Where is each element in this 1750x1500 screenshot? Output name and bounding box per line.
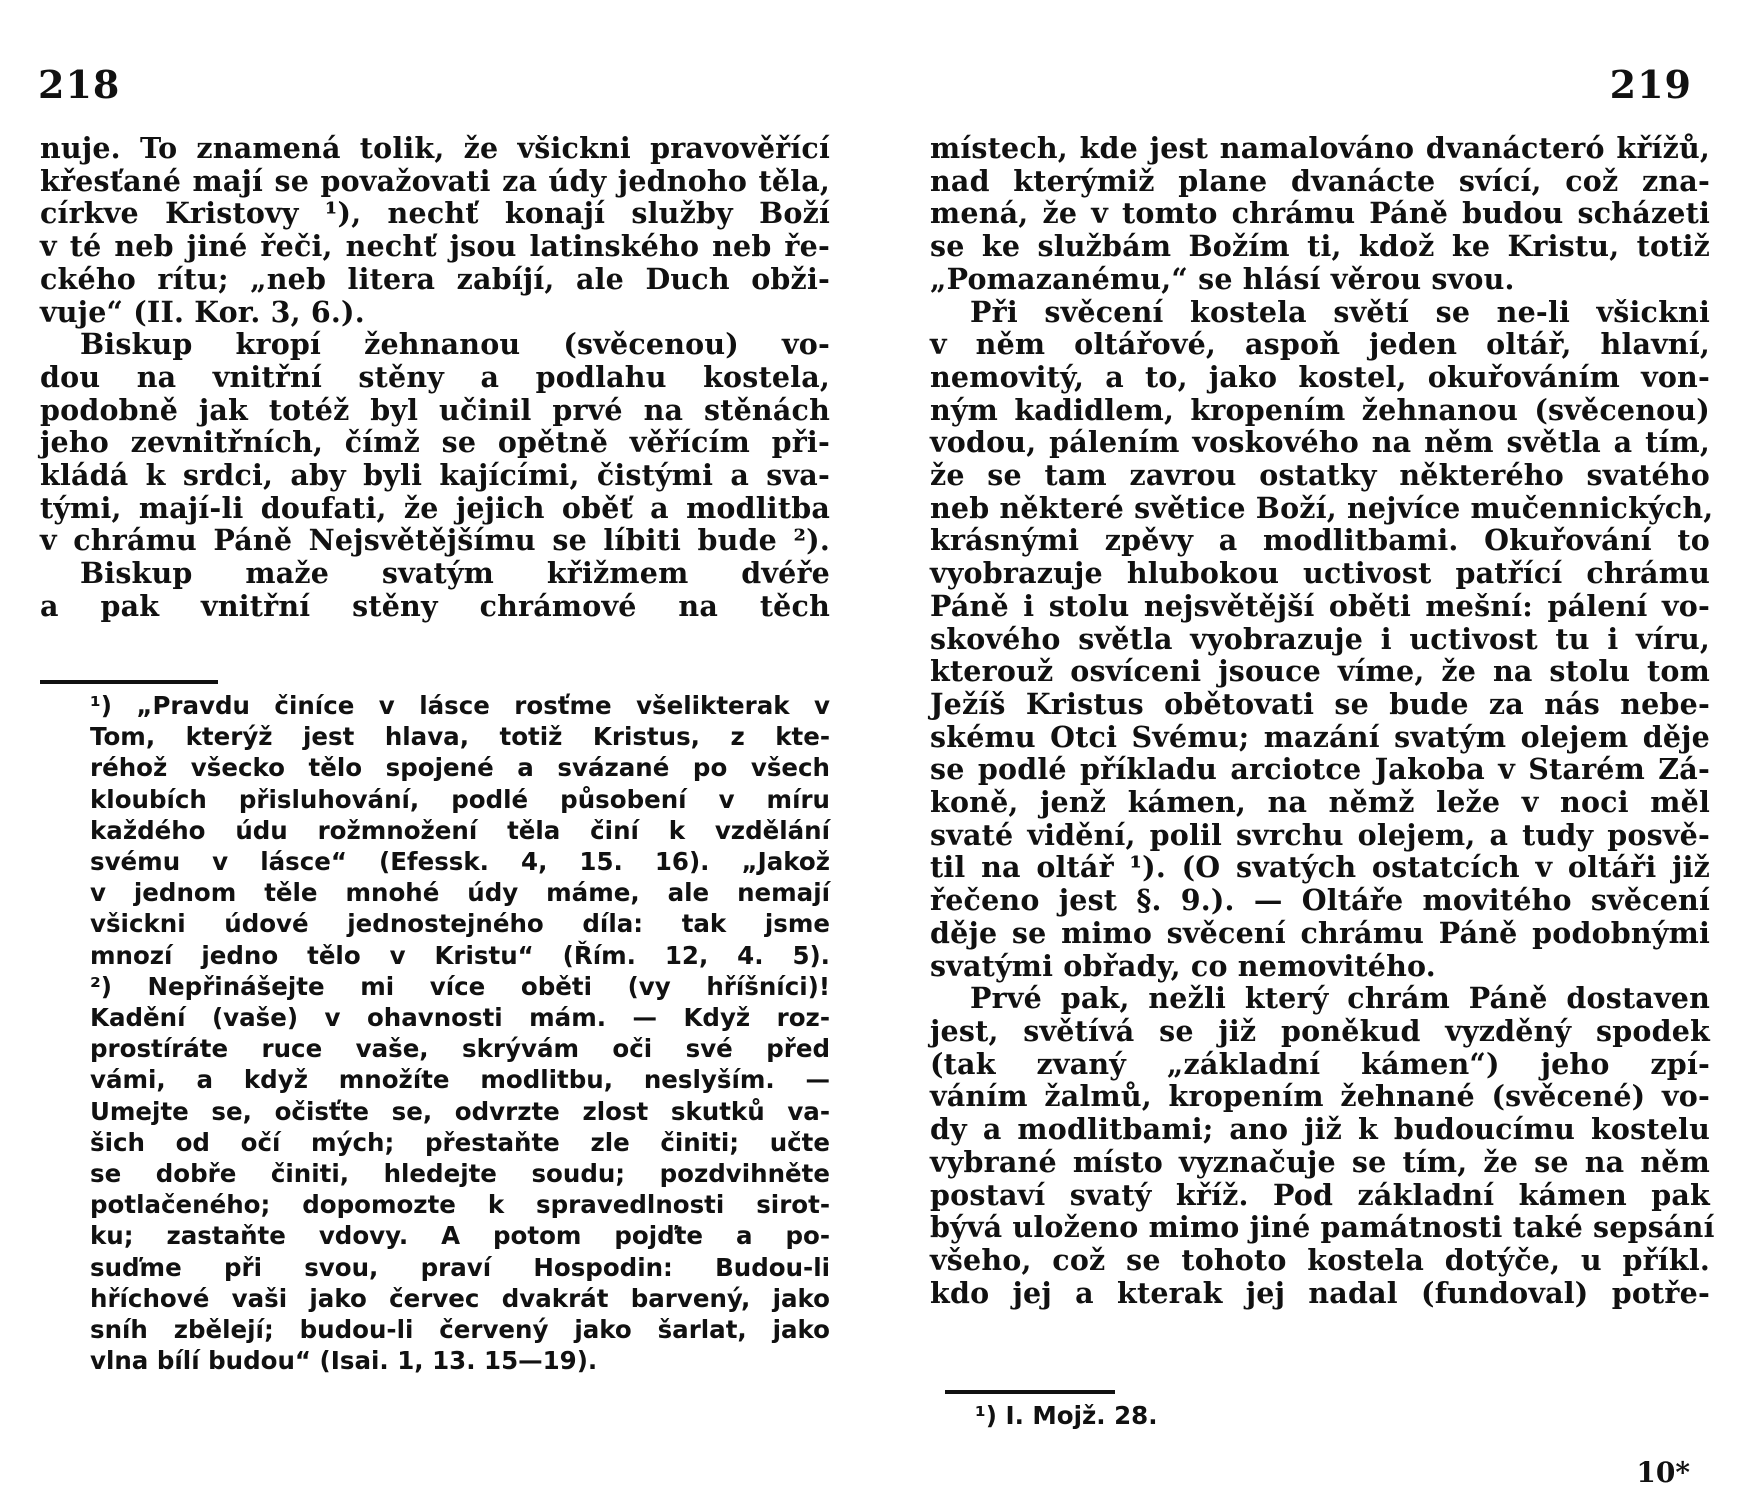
text-line: Biskup maže svatým křižmem dvéře (80, 556, 830, 591)
text-line: skového světla vyobrazuje i uctivost tu i víru, (930, 621, 1710, 656)
text-line: se ke službám Božím ti, kdož ke Kristu, totiž (930, 229, 1710, 264)
footnote-line: ¹) I. Mojž. 28. (975, 1401, 1158, 1430)
text-line: bývá uloženo mimo jiné památnosti také sepsání (930, 1210, 1715, 1245)
text-line: „Pomazanému,“ se hlásí věrou svou. (930, 261, 1515, 296)
text-line: svaté vidění, polil svrchu olejem, a tudy posvě- (930, 817, 1710, 852)
text-line: že se tam zavrou ostatky některého svatého (930, 458, 1710, 493)
right-page (875, 0, 1750, 1500)
text-line: vuje“ (II. Kor. 3, 6.). (40, 294, 365, 329)
text-line: místech, kde jest namalováno dvanácteró křížů, (930, 131, 1710, 165)
text-line: skému Otci Svému; mazání svatým olejem děje (930, 719, 1710, 754)
text-line: nemovitý, a to, jako kostel, okuřováním von- (930, 359, 1710, 394)
text-line: se podlé příkladu arciotce Jakoba v Starém Zá- (930, 752, 1710, 787)
text-line: postaví svatý kříž. Pod základní kámen pak (930, 1177, 1710, 1212)
text-line: děje se mimo svěcení chrámu Páně podobnými (930, 915, 1710, 950)
footnote-line: prostíráte ruce vaše, skrývám oči své před (90, 1034, 830, 1064)
footnote-line: hříchové vaši jako červec dvakrát barvený, jako (90, 1283, 830, 1313)
footnote-line: sníh zbělejí; budou-li červený jako šarlat, jako (90, 1315, 830, 1345)
text-line: kterouž osvíceni jsouce víme, že na stolu tom (930, 654, 1710, 689)
footnote-line: suďme při svou, praví Hospodin: Budou-li (90, 1252, 830, 1282)
left-footnotes (90, 690, 830, 1376)
footnote-line: šich od očí mých; přestaňte zle činiti; učte (90, 1127, 830, 1157)
text-line: mená, že v tomto chrámu Páně budou scházeti (930, 196, 1710, 231)
footnote-line: v jednom těle mnohé údy máme, ale nemají (90, 878, 830, 908)
footnote-line: Tom, kterýž jest hlava, totiž Kristus, z kte- (90, 722, 830, 752)
text-line: ckého rítu; „neb litera zabíjí, ale Duch obži- (40, 261, 830, 296)
signature-mark: 10* (1636, 1456, 1690, 1489)
text-line: vodou, pálením voskového na něm světla a tím, (930, 425, 1710, 460)
footnote-line: kloubích přisluhování, podlé působení v míru (90, 784, 830, 814)
text-line: dou na vnitřní stěny a podlahu kostela, (40, 359, 830, 394)
footnote-line: Kadění (vaše) v ohavnosti mám. — Když roz- (90, 1003, 830, 1033)
text-line: Prvé pak, nežli který chrám Páně dostaven (970, 981, 1710, 1016)
text-line: váním žalmů, kropením žehnané (svěcené) vo- (930, 1079, 1710, 1114)
footnote-line: ²) Nepřinášejte mi více oběti (vy hříšníci)! (90, 971, 830, 1001)
footnote-line: všickni údové jednostejného díla: tak jsme (90, 909, 830, 939)
text-line: podobně jak totéž byl učinil prvé na stěnách (40, 392, 830, 427)
footnote-rule (945, 1390, 1115, 1394)
footnote-line: vámi, a když množíte modlitbu, neslyším. — (90, 1065, 830, 1095)
right-footnotes (975, 1400, 1375, 1431)
text-line: kdo jej a kterak jej nadal (fundoval) potře- (930, 1275, 1710, 1310)
footnote-rule (40, 680, 218, 684)
right-body-text (930, 131, 1715, 1310)
text-line: křesťané mají se považovati za údy jednoho těla, (40, 163, 830, 198)
text-line: ným kadidlem, kropením žehnanou (svěcenou) (930, 392, 1710, 427)
text-line: kládá k srdci, aby byli kajícími, čistými a sva- (40, 458, 830, 493)
text-line: vyobrazuje hlubokou uctivost patřící chrámu (930, 556, 1710, 591)
text-line: církve Kristovy ¹), nechť konají služby Boží (40, 196, 830, 231)
text-line: koně, jenž kámen, na němž leže v noci měl (930, 785, 1710, 820)
footnote-line: svému v lásce“ (Efessk. 4, 15. 16). „Jakož (90, 847, 830, 877)
text-line: nuje. To znamená tolik, že všickni pravověřící (40, 131, 830, 165)
text-line: Ježíš Kristus obětovati se bude za nás nebe- (930, 686, 1710, 721)
footnote-line: mnozí jedno tělo v Kristu“ (Řím. 12, 4. 5). (90, 940, 830, 970)
right-page-number: 219 (1609, 62, 1692, 107)
footnote-line: Umejte se, očisťte se, odvrzte zlost skutků va- (90, 1096, 830, 1126)
text-line: dy a modlitbami; ano již k budoucímu kostelu (930, 1112, 1710, 1147)
text-line: Při svěcení kostela světí se ne-li všickni (970, 294, 1710, 329)
text-line: vybrané místo vyznačuje se tím, že se na něm (930, 1144, 1710, 1179)
text-line: krásnými zpěvy a modlitbami. Okuřování to (930, 523, 1710, 558)
text-line: tými, mají-li doufati, že jejich oběť a modlitba (40, 490, 830, 525)
footnote-line: vlna bílí budou“ (Isai. 1, 13. 15—19). (90, 1346, 598, 1376)
footnote-line: ¹) „Pravdu činíce v lásce rosťme všelikterak v (90, 691, 830, 720)
text-line: v chrámu Páně Nejsvětějšímu se líbiti bude ²). (40, 523, 830, 558)
text-line: a pak vnitřní stěny chrámové na těch (40, 588, 830, 623)
text-line: Páně i stolu nejsvětější oběti mešní: pálení vo- (930, 588, 1710, 623)
text-line: všeho, což se tohoto kostela dotýče, u příkl. (930, 1242, 1710, 1277)
left-page-number: 218 (38, 62, 121, 107)
text-line: svatými obřady, co nemovitého. (930, 948, 1436, 983)
text-line: v té neb jiné řeči, nechť jsou latinského neb ře- (40, 229, 830, 264)
footnote-line: ku; zastaňte vdovy. A potom pojďte a po- (90, 1221, 830, 1251)
footnote-line: každého údu rožmnožení těla činí k vzdělání (90, 815, 830, 845)
text-line: jeho zevnitřních, čímž se opětně věřícím při- (40, 425, 830, 460)
footnote-line: potlačeného; dopomozte k spravedlnosti sirot- (90, 1190, 830, 1220)
text-line: (tak zvaný „základní kámen“) jeho zpí- (930, 1046, 1710, 1081)
text-line: neb některé světice Boží, nejvíce mučennických, (930, 490, 1714, 525)
text-line: jest, světívá se již poněkud vyzděný spodek (930, 1013, 1710, 1048)
text-line: til na oltář ¹). (O svatých ostatcích v oltáři již (930, 850, 1710, 885)
footnote-line: se dobře činiti, hledejte soudu; pozdvihněte (90, 1159, 830, 1189)
text-line: nad kterýmiž plane dvanácte svící, což zna- (930, 163, 1710, 198)
text-line: řečeno jest §. 9.). — Oltáře movitého svěcení (930, 883, 1710, 918)
left-body-text (40, 132, 830, 623)
text-line: v něm oltářové, aspoň jeden oltář, hlavní, (930, 327, 1710, 362)
text-line: Biskup kropí žehnanou (svěcenou) vo- (80, 327, 830, 362)
footnote-line: réhož všecko tělo spojené a svázané po všech (90, 753, 830, 783)
